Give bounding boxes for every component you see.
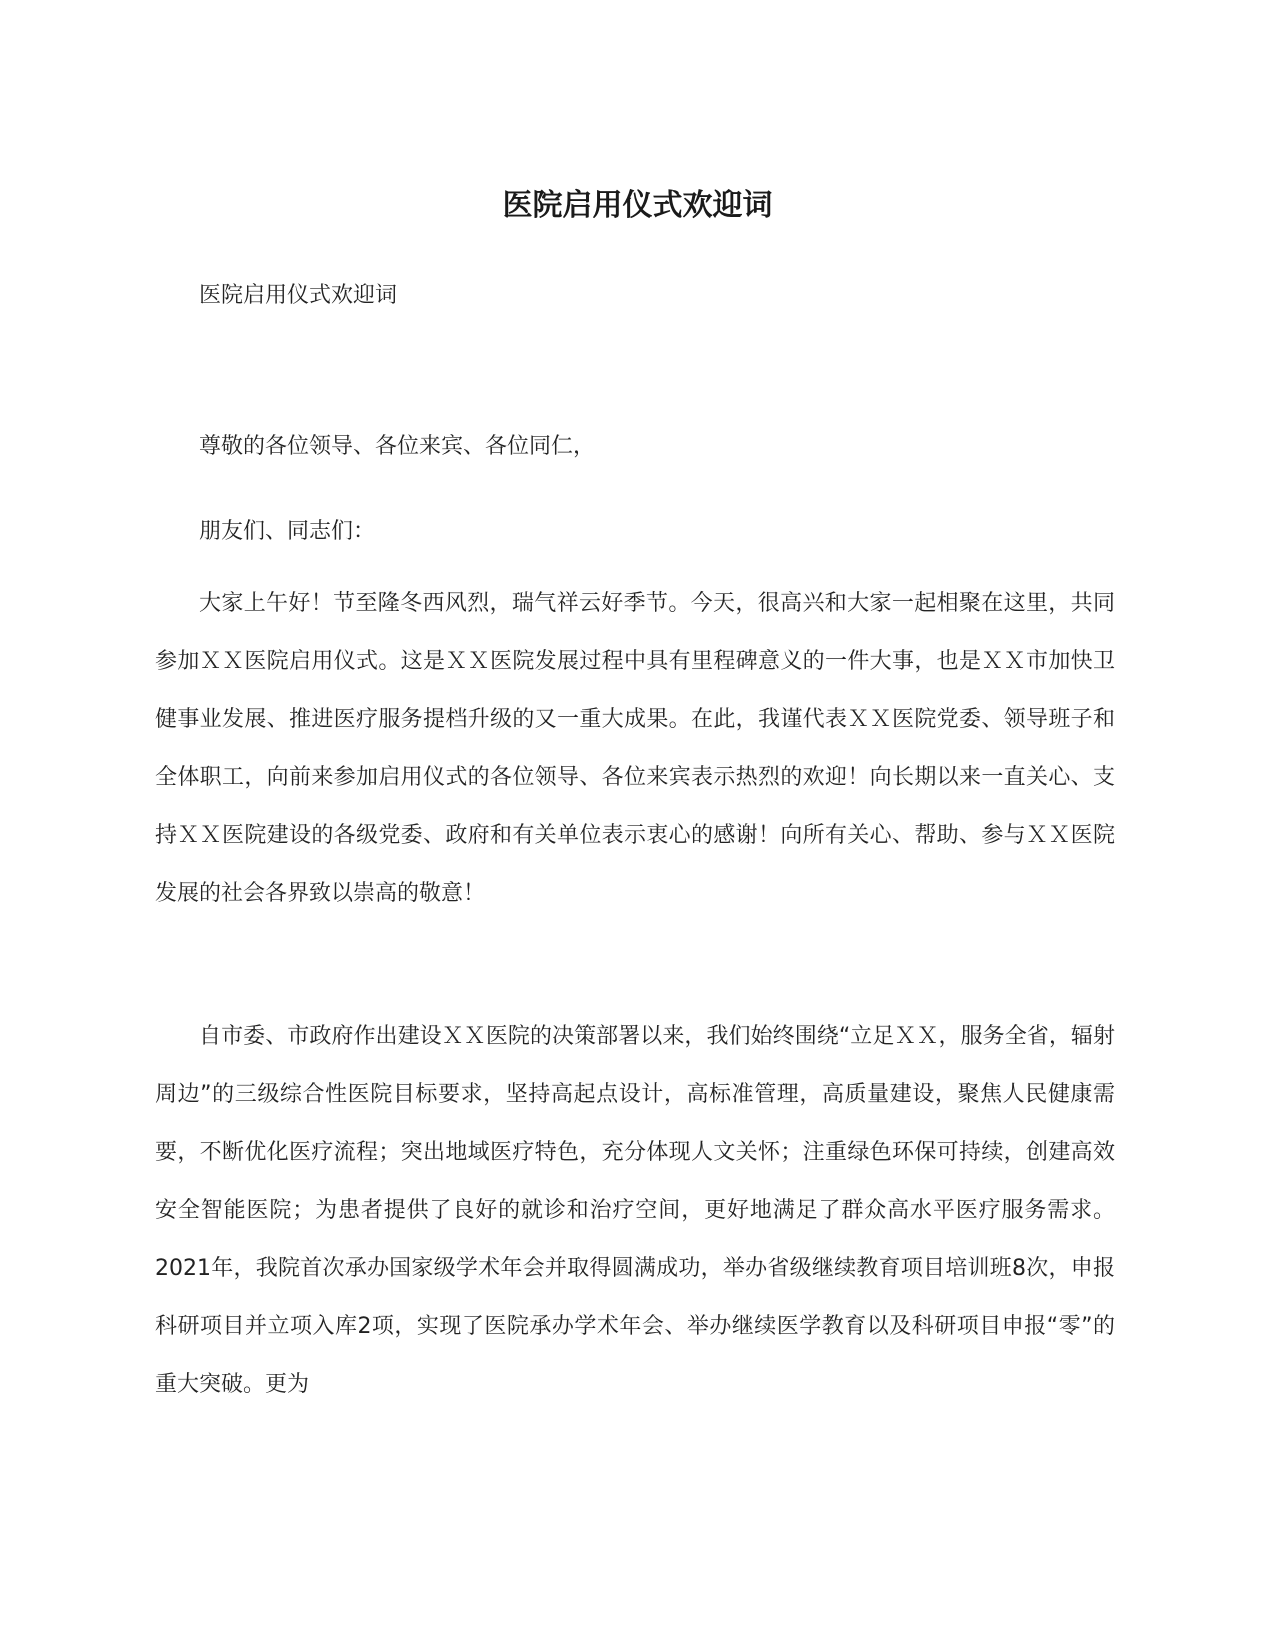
greeting-paragraph: 朋友们、同志们： [199,519,376,544]
body-paragraph-achievements: 自市委、市政府作出建设ＸＸ医院的决策部署以来，我们始终围绕“立足ＸＸ，服务全省，辐射周边”的三级综合性医院目标要求，坚持高起点设计，高标准管理，高质量建设，聚焦人民健康需要，不断优化医疗流程；突出地域医疗特色，充分体现人文关怀；注重绿色环保可持续，创建高效安全智能医院；为患者提供了良好的就诊和治疗空间，更好地满足了群众高水平医疗服务需求。2021年，我院首次承办国家级学术年会并取得圆满成功，举办省级继续教育项目培训班8次，申报科研项目并立项入库2项，实现了医院承办学术年会、举办继续医学教育以及科研项目申报“零”的重大突破。更为 [155,1024,1115,1397]
body-paragraph-welcome: 大家上午好！节至隆冬西风烈，瑞气祥云好季节。今天，很高兴和大家一起相聚在这里，共同参加ＸＸ医院启用仪式。这是ＸＸ医院发展过程中具有里程碑意义的一件大事，也是ＸＸ市加快卫健事业发展、推进医疗服务提档升级的又一重大成果。在此，我谨代表ＸＸ医院党委、领导班子和全体职工，向前来参加启用仪式的各位领导、各位来宾表示热烈的欢迎！向长期以来一直关心、支持ＸＸ医院建设的各级党委、政府和有关单位表示衷心的感谢！向所有关心、帮助、参与ＸＸ医院发展的社会各界致以崇高的敬意！ [155,591,1115,906]
salutation-paragraph: 尊敬的各位领导、各位来宾、各位同仁， [199,434,596,459]
subtitle-paragraph: 医院启用仪式欢迎词 [199,283,398,308]
document-title: 医院启用仪式欢迎词 [502,188,773,223]
